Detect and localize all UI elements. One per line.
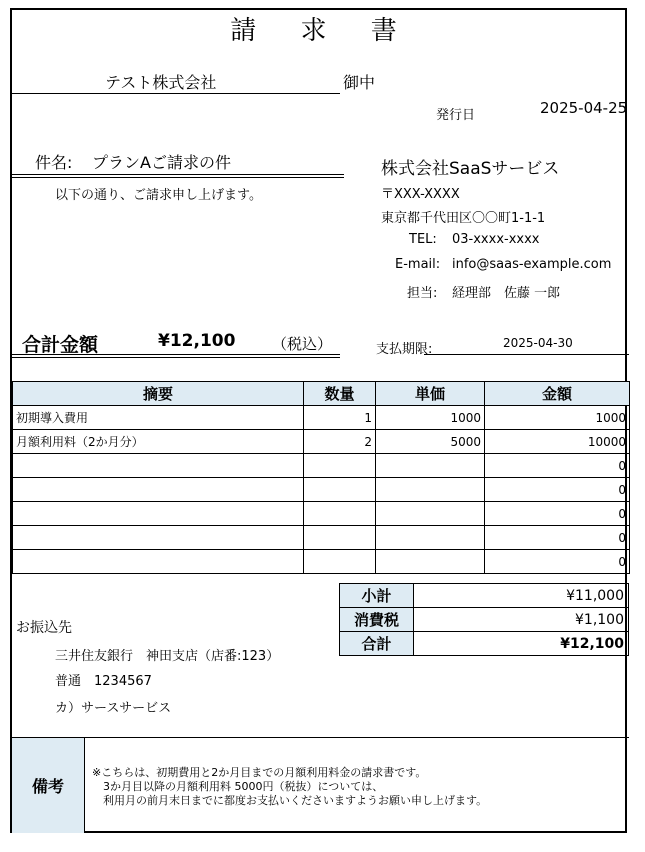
item-amount: 10000 <box>485 430 630 454</box>
intro-text: 以下の通り、ご請求申し上げます。 <box>55 188 262 203</box>
remarks-label: 備考 <box>12 738 85 833</box>
tel-label: TEL: <box>409 232 437 247</box>
subtotal-value: ¥11,000 <box>414 584 629 608</box>
tax-value: ¥1,100 <box>414 608 629 632</box>
issuer-company: 株式会社SaaSサービス <box>381 159 560 179</box>
invoice-title: 請 求 書 <box>230 16 415 46</box>
item-amount: 0 <box>485 454 630 478</box>
item-unit-price: 5000 <box>376 430 485 454</box>
total-amount-label: 合計金額 <box>22 334 99 356</box>
table-row <box>13 550 630 574</box>
items-header-row <box>13 382 630 406</box>
item-description: 月額利用料（2か月分） <box>13 430 304 454</box>
subtotal-label: 小計 <box>340 584 414 608</box>
due-date-label: 支払期限: <box>376 342 433 357</box>
item-amount: 0 <box>485 550 630 574</box>
grand-total-label: 合計 <box>340 632 414 656</box>
table-row <box>13 526 630 550</box>
summary-table <box>339 583 629 656</box>
item-unit-price <box>376 454 485 478</box>
bank-account: 普通 1234567 <box>55 674 152 689</box>
item-unit-price <box>376 526 485 550</box>
header-quantity: 数量 <box>304 382 376 406</box>
bank-holder: カ）サースサービス <box>55 701 172 716</box>
subject-underline-2 <box>12 177 344 178</box>
remarks-line: 3か月目以降の月額利用料 5000円（税抜）については、 <box>92 780 384 793</box>
total-underline-2 <box>12 357 340 358</box>
item-quantity <box>304 550 376 574</box>
item-description <box>13 526 304 550</box>
item-description <box>13 550 304 574</box>
item-description <box>13 478 304 502</box>
item-amount: 0 <box>485 526 630 550</box>
total-underline <box>12 354 340 355</box>
issue-date: 2025-04-25 <box>540 99 628 117</box>
grand-total-value: ¥12,100 <box>414 632 629 656</box>
item-quantity <box>304 454 376 478</box>
table-row <box>13 430 630 454</box>
due-underline <box>424 354 629 355</box>
header-description: 摘要 <box>13 382 304 406</box>
remarks-line: ※こちらは、初期費用と2か月目までの月額利用料金の請求書です。 <box>92 766 427 779</box>
issuer-postal: 〒XXX-XXXX <box>381 187 460 202</box>
table-row <box>13 478 630 502</box>
item-quantity: 1 <box>304 406 376 430</box>
item-unit-price <box>376 502 485 526</box>
honorific: 御中 <box>343 73 376 92</box>
bank-branch: 三井住友銀行 神田支店（店番:123） <box>55 649 280 664</box>
issuer-tel: 03-xxxx-xxxx <box>452 232 540 247</box>
table-row <box>13 454 630 478</box>
issue-date-label: 発行日 <box>436 108 476 123</box>
due-date: 2025-04-30 <box>503 336 573 350</box>
bank-label: お振込先 <box>16 620 72 636</box>
email-label: E-mail: <box>395 257 441 272</box>
item-unit-price <box>376 478 485 502</box>
tax-label: 消費税 <box>340 608 414 632</box>
header-unit-price: 単価 <box>376 382 485 406</box>
issuer-address: 東京都千代田区〇〇町1-1-1 <box>381 211 546 226</box>
remarks-line: 利用月の前月末日までに都度お支払いくださいますようお願い申し上げます。 <box>92 794 488 807</box>
item-amount: 0 <box>485 502 630 526</box>
header-amount: 金額 <box>485 382 630 406</box>
grand-total-row <box>340 632 629 656</box>
item-quantity <box>304 478 376 502</box>
client-name: テスト株式会社 <box>105 73 217 92</box>
item-quantity <box>304 502 376 526</box>
remarks-top-rule <box>12 737 629 738</box>
item-amount: 0 <box>485 478 630 502</box>
total-amount-value: ¥12,100 <box>158 331 236 351</box>
items-table <box>12 381 630 574</box>
item-description: 初期導入費用 <box>13 406 304 430</box>
item-quantity: 2 <box>304 430 376 454</box>
table-row <box>13 406 630 430</box>
item-description <box>13 502 304 526</box>
item-unit-price <box>376 550 485 574</box>
person-label: 担当: <box>407 286 438 301</box>
issuer-person: 経理部 佐藤 一郎 <box>452 286 561 301</box>
subject-label: 件名: <box>35 153 73 172</box>
item-quantity <box>304 526 376 550</box>
item-description <box>13 454 304 478</box>
item-unit-price: 1000 <box>376 406 485 430</box>
issuer-email: info@saas-example.com <box>452 257 612 272</box>
subject-value: プランAご請求の件 <box>92 153 231 172</box>
total-tax-note: （税込） <box>272 335 333 353</box>
client-underline <box>12 93 340 94</box>
subject-underline <box>12 174 344 175</box>
remarks-text <box>92 766 487 808</box>
subtotal-row <box>340 584 629 608</box>
item-amount: 1000 <box>485 406 630 430</box>
table-row <box>13 502 630 526</box>
tax-row <box>340 608 629 632</box>
